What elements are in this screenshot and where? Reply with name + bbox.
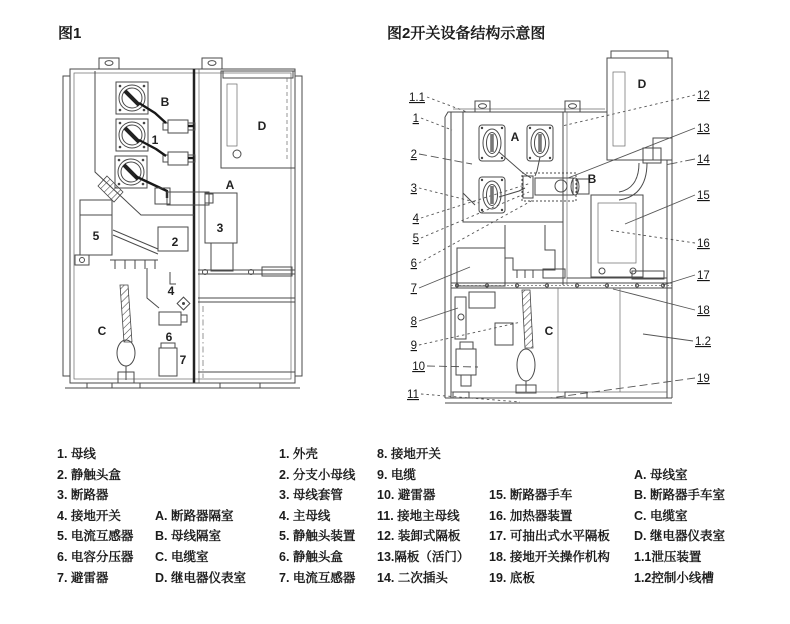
part-label-4: 4 [167, 284, 175, 298]
relay-compartment-d2 [607, 51, 672, 200]
legend-item: 2. 分支小母线 [279, 467, 356, 482]
callout-11: 11 [407, 389, 419, 401]
static-contact-assembly2 [499, 152, 589, 201]
part-label-7: 7 [179, 353, 187, 367]
bushing-icon [116, 82, 148, 114]
figure2-title: 图2开关设备结构示意图 [387, 25, 546, 42]
arrester7 [159, 343, 177, 376]
callout-12: 12 [697, 90, 710, 102]
part-label-2: 2 [171, 235, 179, 249]
figure2-drawing [395, 45, 715, 410]
callout-13: 13 [697, 123, 710, 135]
callout-10: 10 [412, 361, 425, 373]
legend-item: 5. 静触头装置 [279, 529, 356, 544]
callout-7: 7 [410, 283, 417, 295]
cable-room-C2 [455, 288, 620, 393]
cable-loop1 [117, 285, 135, 383]
right-lower-structure1 [198, 267, 295, 378]
ct-box5 [80, 200, 112, 255]
legend-item: 6. 电容分压器 [57, 549, 134, 564]
callout-18: 18 [697, 305, 710, 317]
callout-17: 17 [697, 270, 710, 282]
figure1-title: 图1 [58, 25, 82, 42]
legend-item: 17. 可抽出式水平隔板 [489, 529, 610, 544]
legend-item: 14. 二次插头 [377, 570, 448, 585]
legend-item: 4. 接地开关 [57, 508, 121, 523]
legend-item: 1.2控制小线槽 [634, 570, 714, 585]
legend-column-4 [489, 485, 610, 588]
legend-item: A. 断路器隔室 [155, 508, 234, 523]
legend-item: 18. 接地开关操作机构 [489, 549, 610, 564]
room-label-B: B [160, 95, 170, 109]
legend-item: A. 母线室 [634, 467, 688, 482]
part-label-1: 1 [151, 133, 159, 147]
lower-upper-assembly2 [457, 225, 565, 286]
legend-item: B. 母线隔室 [155, 529, 221, 544]
bushing-icon [116, 119, 148, 151]
cabinet1-outline [63, 58, 302, 388]
legend-item: 6. 静触头盒 [279, 549, 343, 564]
bushing-icon [115, 156, 147, 188]
legend-item: 4. 主母线 [279, 508, 331, 523]
manifold1 [75, 255, 158, 269]
legend-item: 19. 底板 [489, 570, 535, 585]
legend-column-2 [279, 444, 355, 588]
callout-8: 8 [410, 316, 417, 328]
legend-item: 1. 外壳 [279, 447, 318, 461]
oval-bushing-icon [479, 125, 505, 161]
oval-bushing-icon [527, 125, 553, 161]
room-label-A: A [510, 130, 520, 144]
legend-item: 13.隔板（活门） [377, 549, 470, 564]
callout-6: 6 [410, 258, 417, 270]
legend-item: 16. 加热器装置 [489, 508, 573, 523]
legend-item: B. 断路器手车室 [634, 488, 725, 503]
callout-3: 3 [410, 183, 417, 195]
legend-item: 7. 避雷器 [57, 570, 109, 585]
figure1-drawing [55, 50, 305, 395]
legend-item: 2. 静触头盒 [57, 467, 121, 482]
breaker-handcart2 [591, 195, 643, 277]
callout-16: 16 [697, 238, 710, 250]
legend-item: 5. 电流互感器 [57, 529, 134, 544]
room-label-D: D [257, 119, 267, 133]
callout-1-1: 1.1 [409, 92, 425, 104]
legend-item: 8. 接地开关 [377, 447, 441, 461]
legend-column-3 [377, 444, 469, 588]
legend-item: D. 继电器仪表室 [155, 570, 246, 585]
room-label-B: B [587, 172, 597, 186]
callout-15: 15 [697, 190, 710, 202]
callout-2: 2 [410, 149, 417, 161]
legend-item: 3. 母线套管 [279, 488, 343, 503]
part-label-6: 6 [165, 330, 173, 344]
callout-14: 14 [697, 154, 710, 166]
legend-item: D. 继电器仪表室 [634, 529, 725, 544]
part-label-5: 5 [92, 229, 100, 243]
legend-item: C. 电缆室 [634, 508, 688, 523]
legend-item: 1.1泄压装置 [634, 549, 702, 564]
callout-5: 5 [412, 233, 419, 245]
part-label-3: 3 [216, 221, 224, 235]
callout-4: 4 [412, 213, 419, 225]
legend-item: 1. 母线 [57, 447, 96, 461]
legend-item: 7. 电流互感器 [279, 570, 356, 585]
legend-column-1 [57, 444, 133, 588]
legend-column-1-rooms [155, 506, 246, 588]
room-label-C: C [97, 324, 107, 338]
callout-19: 19 [697, 373, 710, 385]
room-label-D: D [637, 77, 647, 91]
callout-9: 9 [410, 340, 417, 352]
figure2-callouts [407, 90, 711, 401]
legend-item: 11. 接地主母线 [377, 508, 460, 523]
callout-1-2: 1.2 [695, 336, 711, 348]
legend-item: 9. 电缆 [377, 467, 416, 482]
legend-item: C. 电缆室 [155, 549, 209, 564]
legend-item: 15. 断路器手车 [489, 488, 573, 503]
room-label-A: A [225, 178, 235, 192]
legend-item: 10. 避雷器 [377, 488, 436, 503]
legend-column-5 [634, 465, 725, 589]
legend-item: 12. 装卸式隔板 [377, 529, 461, 544]
horizontal-partition2 [451, 271, 672, 288]
room-label-C: C [544, 324, 554, 338]
callout-1: 1 [412, 113, 419, 125]
legend-item: 3. 断路器 [57, 488, 109, 503]
figure2-room-labels [511, 77, 647, 338]
